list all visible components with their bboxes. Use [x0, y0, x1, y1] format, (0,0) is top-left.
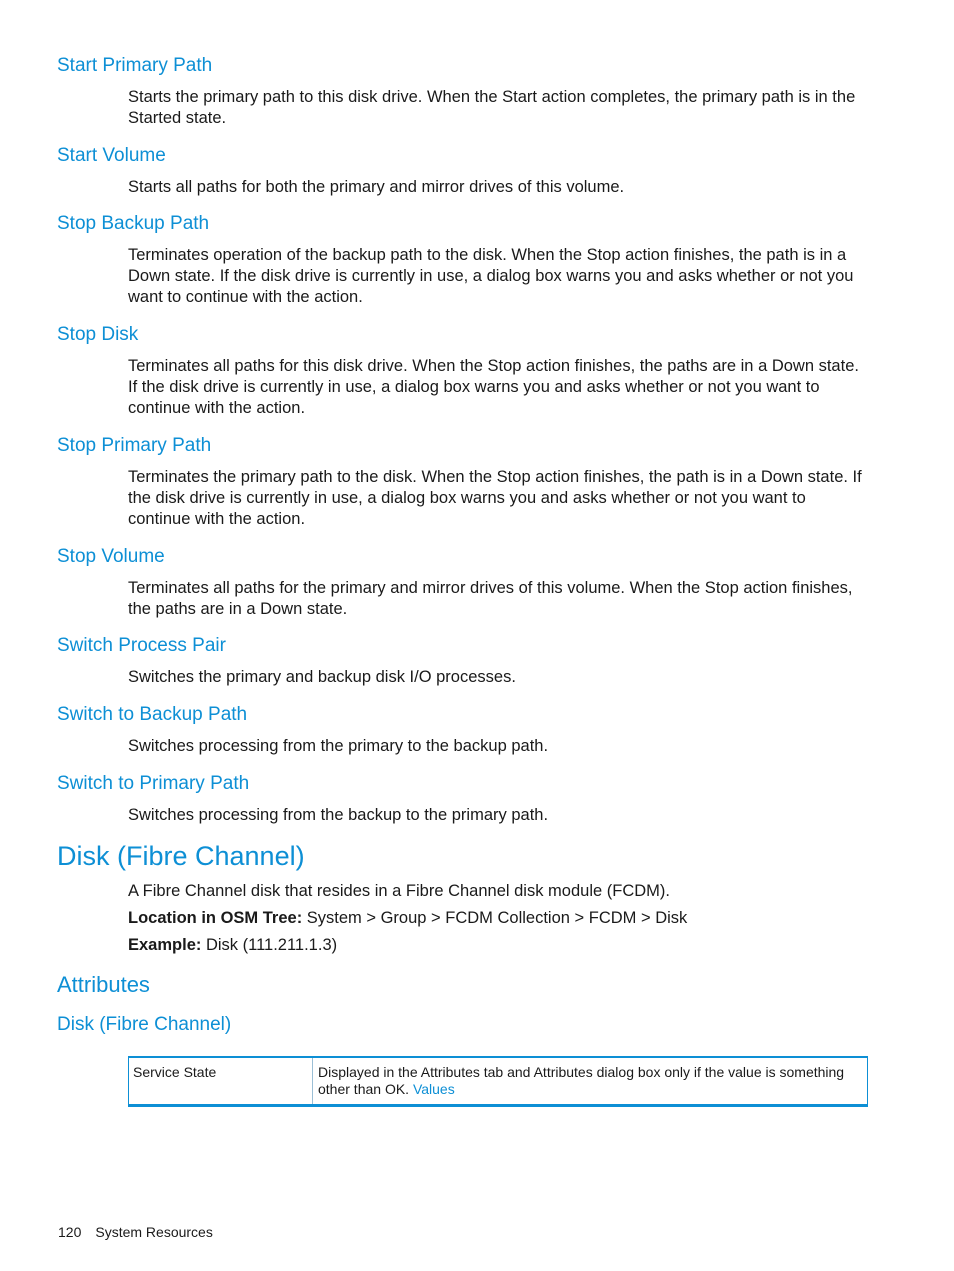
entry-description-stop-primary-path: Terminates the primary path to the disk. When the Stop action finishes, the path is in a Down state. If the disk drive is currently in use, a dialog box warns you and asks whether or not you want to continue with the action.	[128, 468, 862, 528]
example-label: Example:	[128, 936, 202, 954]
location-line	[128, 908, 687, 929]
footer-section-title: System Resources	[95, 1224, 213, 1240]
attribute-description-cell	[313, 1058, 867, 1104]
entry-description-switch-to-primary-path: Switches processing from the backup to the primary path.	[128, 806, 549, 824]
page-footer	[58, 1223, 213, 1241]
entry-title-stop-disk: Stop Disk	[57, 324, 139, 345]
entry-description-stop-volume: Terminates all paths for the primary and mirror drives of this volume. When the Stop action finishes, the paths are in a Down state.	[128, 579, 853, 618]
entry-description-stop-backup-path: Terminates operation of the backup path to the disk. When the Stop action finishes, the path is in a Down state. If the disk drive is currently in use, a dialog box warns you and asks whether or not you want to continue with the action.	[128, 246, 854, 306]
attribute-name-cell: Service State	[129, 1058, 313, 1104]
section-intro: A Fibre Channel disk that resides in a Fibre Channel disk module (FCDM).	[128, 882, 670, 900]
entry-description-start-volume: Starts all paths for both the primary and mirror drives of this volume.	[128, 178, 625, 196]
entry-title-start-volume: Start Volume	[57, 145, 166, 166]
location-value: System > Group > FCDM Collection > FCDM > Disk	[306, 909, 688, 927]
entry-description-stop-disk: Terminates all paths for this disk drive. When the Stop action finishes, the paths are in a Down state. If the disk drive is currently in use, a dialog box warns you and asks whether or not you want to continue with the action.	[128, 357, 859, 417]
example-line	[128, 935, 337, 956]
example-value: Disk (111.211.1.3)	[205, 936, 338, 954]
entry-title-switch-process-pair: Switch Process Pair	[57, 635, 226, 656]
page-number: 120	[58, 1224, 82, 1240]
entry-description-start-primary-path: Starts the primary path to this disk drive. When the Start action completes, the primary path is in the Started state.	[128, 88, 856, 127]
entry-title-start-primary-path: Start Primary Path	[57, 55, 213, 76]
attributes-table	[128, 1056, 868, 1107]
attribute-description-text: Displayed in the Attributes tab and Attributes dialog box only if the value is something other than OK.	[318, 1064, 845, 1097]
entry-title-stop-backup-path: Stop Backup Path	[57, 213, 210, 234]
entry-title-stop-volume: Stop Volume	[57, 546, 165, 567]
entry-description-switch-process-pair: Switches the primary and backup disk I/O processes.	[128, 668, 516, 686]
attributes-heading: Attributes	[57, 972, 150, 997]
location-label: Location in OSM Tree:	[128, 909, 303, 927]
entry-description-switch-to-backup-path: Switches processing from the primary to the backup path.	[128, 737, 549, 755]
attributes-subheading: Disk (Fibre Channel)	[57, 1014, 232, 1035]
entry-title-switch-to-primary-path: Switch to Primary Path	[57, 773, 250, 794]
values-link[interactable]: Values	[412, 1081, 455, 1097]
entry-title-switch-to-backup-path: Switch to Backup Path	[57, 704, 248, 725]
section-heading: Disk (Fibre Channel)	[57, 841, 305, 871]
entry-title-stop-primary-path: Stop Primary Path	[57, 435, 212, 456]
